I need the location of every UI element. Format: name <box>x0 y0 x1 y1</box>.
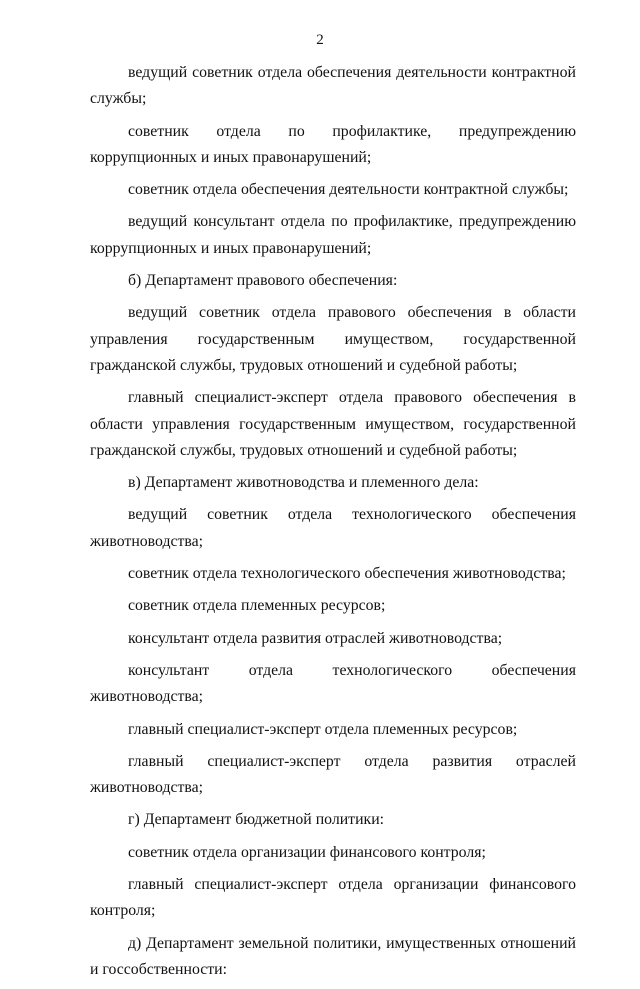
paragraph: советник отдела технологического обеспечения животноводства; <box>128 565 566 583</box>
paragraph: б) Департамент правового обеспечения: <box>128 272 398 290</box>
document-body <box>90 60 576 989</box>
paragraph: ведущий советник отдела правового обеспечения в области управления государственным имуществом, государственной гражданской службы, трудовых отношений и судебной работы; <box>90 304 576 374</box>
paragraph: главный специалист-эксперт отдела организации финансового контроля; <box>90 876 576 920</box>
paragraph: главный специалист-эксперт отдела развития отраслей животноводства; <box>90 752 576 797</box>
paragraph: ведущий консультант отдела по профилактике, предупреждению коррупционных и иных правонарушений; <box>90 213 576 257</box>
paragraph: советник отдела обеспечения деятельности контрактной службы; <box>128 181 569 199</box>
paragraph: ведущий советник отдела технологического обеспечения животноводства; <box>90 506 576 550</box>
paragraph: д) Департамент земельной политики, имущественных отношений и госсобственности: <box>90 934 576 978</box>
paragraph: консультант отдела технологического обеспечения животноводства; <box>90 661 576 706</box>
paragraph: в) Департамент животноводства и племенного дела: <box>128 474 479 492</box>
paragraph: советник отдела по профилактике, предупреждению коррупционных и иных правонарушений; <box>90 122 576 166</box>
page-number: 2 <box>316 32 324 48</box>
paragraph: главный специалист-эксперт отдела племенных ресурсов; <box>128 720 518 738</box>
paragraph: г) Департамент бюджетной политики: <box>128 811 385 829</box>
paragraph: главный специалист-эксперт отдела правового обеспечения в области управления государственным имуществом, государственной гражданской службы, трудовых отношений и судебной работы; <box>90 389 576 459</box>
paragraph: ведущий советник отдела обеспечения деятельности контрактной службы; <box>90 64 576 108</box>
paragraph: консультант отдела развития отраслей животноводства; <box>128 629 503 647</box>
paragraph: советник отдела организации финансового контроля; <box>128 843 486 861</box>
paragraph: советник отдела племенных ресурсов; <box>128 597 386 615</box>
